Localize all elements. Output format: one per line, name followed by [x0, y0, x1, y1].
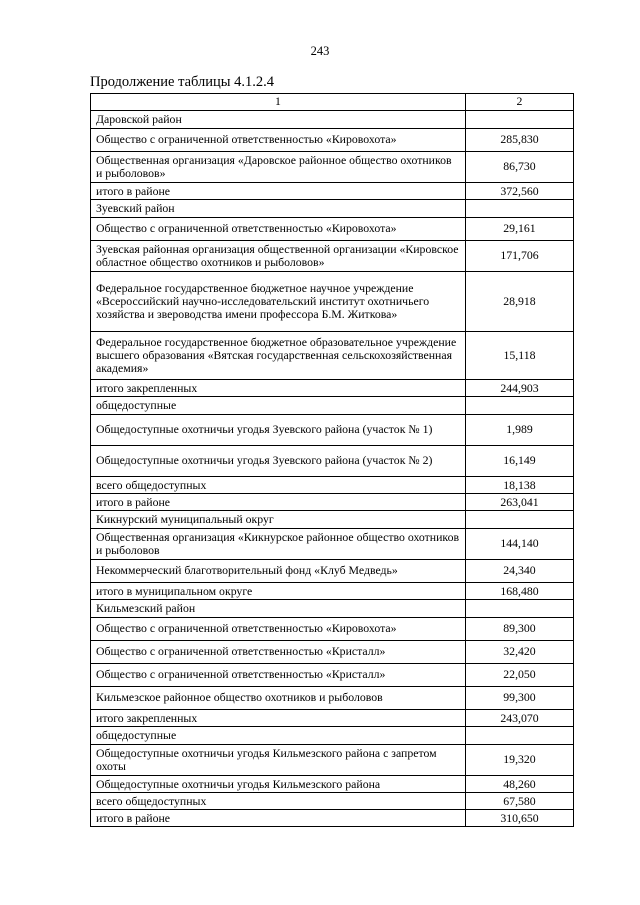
- total-value: 67,580: [466, 793, 574, 810]
- table-row: [91, 272, 574, 332]
- empty-cell: [466, 600, 574, 618]
- area-value: 22,050: [466, 664, 574, 687]
- total-value: 243,070: [466, 710, 574, 727]
- empty-cell: [466, 727, 574, 745]
- area-value: 29,161: [466, 218, 574, 241]
- table-row: [91, 745, 574, 776]
- area-value: 48,260: [466, 776, 574, 793]
- empty-cell: [466, 511, 574, 529]
- total-label: всего общедоступных: [91, 477, 466, 494]
- table-row: [91, 129, 574, 152]
- area-value: 144,140: [466, 529, 574, 560]
- total-row: [91, 494, 574, 511]
- table-row: [91, 446, 574, 477]
- area-value: 86,730: [466, 152, 574, 183]
- area-value: 171,706: [466, 241, 574, 272]
- subsection-title: общедоступные: [91, 397, 466, 415]
- total-row: [91, 183, 574, 200]
- area-value: 19,320: [466, 745, 574, 776]
- page-number: 243: [310, 44, 330, 58]
- section-row: [91, 600, 574, 618]
- table-caption: Продолжение таблицы 4.1.2.4: [90, 74, 275, 90]
- organization-name: Общество с ограниченной ответственностью «Кировохота»: [91, 618, 466, 641]
- area-value: 1,989: [466, 415, 574, 446]
- table-row: [91, 687, 574, 710]
- table-row: [91, 415, 574, 446]
- organization-name: Зуевская районная организация общественной организации «Кировское областное общество охотников и рыболовов»: [91, 241, 466, 272]
- section-title: Кильмезский район: [91, 600, 466, 618]
- table-row: [91, 241, 574, 272]
- area-value: 89,300: [466, 618, 574, 641]
- table-row: [91, 560, 574, 583]
- data-table: [90, 93, 574, 827]
- organization-name: Общественная организация «Даровское районное общество охотников и рыболовов»: [91, 152, 466, 183]
- total-row: [91, 810, 574, 827]
- subsection-row: [91, 397, 574, 415]
- area-value: 24,340: [466, 560, 574, 583]
- section-title: Кикнурский муниципальный округ: [91, 511, 466, 529]
- area-value: 28,918: [466, 272, 574, 332]
- section-title: Даровской район: [91, 111, 466, 129]
- subsection-title: общедоступные: [91, 727, 466, 745]
- table-row: [91, 776, 574, 793]
- organization-name: Общественная организация «Кикнурское районное общество охотников и рыболовов: [91, 529, 466, 560]
- table-row: [91, 641, 574, 664]
- total-row: [91, 793, 574, 810]
- organization-name: Федеральное государственное бюджетное научное учреждение «Всероссийский научно-исследовательский институт охотничьего хозяйства и звероводства имени профессора Б.М. Житкова»: [91, 272, 466, 332]
- total-value: 168,480: [466, 583, 574, 600]
- organization-name: Общество с ограниченной ответственностью «Кристалл»: [91, 641, 466, 664]
- section-title: Зуевский район: [91, 200, 466, 218]
- total-label: итого в районе: [91, 810, 466, 827]
- organization-name: Общедоступные охотничьи угодья Зуевского района (участок № 1): [91, 415, 466, 446]
- column-header-2: 2: [466, 94, 574, 111]
- organization-name: Федеральное государственное бюджетное образовательное учреждение высшего образования «Вятская государственная сельскохозяйственная академия»: [91, 332, 466, 380]
- organization-name: Общедоступные охотничьи угодья Кильмезского района с запретом охоты: [91, 745, 466, 776]
- total-value: 372,560: [466, 183, 574, 200]
- empty-cell: [466, 397, 574, 415]
- area-value: 32,420: [466, 641, 574, 664]
- total-label: итого в муниципальном округе: [91, 583, 466, 600]
- organization-name: Общество с ограниченной ответственностью «Кировохота»: [91, 218, 466, 241]
- total-label: всего общедоступных: [91, 793, 466, 810]
- organization-name: Общество с ограниченной ответственностью «Кристалл»: [91, 664, 466, 687]
- table-row: [91, 152, 574, 183]
- organization-name: Общедоступные охотничьи угодья Зуевского района (участок № 2): [91, 446, 466, 477]
- section-row: [91, 111, 574, 129]
- area-value: 15,118: [466, 332, 574, 380]
- total-label: итого закрепленных: [91, 380, 466, 397]
- total-value: 263,041: [466, 494, 574, 511]
- area-value: 285,830: [466, 129, 574, 152]
- total-row: [91, 477, 574, 494]
- total-row: [91, 380, 574, 397]
- total-label: итого в районе: [91, 183, 466, 200]
- area-value: 16,149: [466, 446, 574, 477]
- area-value: 99,300: [466, 687, 574, 710]
- table-row: [91, 529, 574, 560]
- total-label: итого в районе: [91, 494, 466, 511]
- total-row: [91, 710, 574, 727]
- empty-cell: [466, 111, 574, 129]
- column-header-1: 1: [91, 94, 466, 111]
- organization-name: Кильмезское районное общество охотников и рыболовов: [91, 687, 466, 710]
- table-header-row: [91, 94, 574, 111]
- table-row: [91, 618, 574, 641]
- table-row: [91, 218, 574, 241]
- section-row: [91, 200, 574, 218]
- table-row: [91, 332, 574, 380]
- total-label: итого закрепленных: [91, 710, 466, 727]
- organization-name: Общедоступные охотничьи угодья Кильмезского района: [91, 776, 466, 793]
- organization-name: Некоммерческий благотворительный фонд «Клуб Медведь»: [91, 560, 466, 583]
- total-value: 244,903: [466, 380, 574, 397]
- organization-name: Общество с ограниченной ответственностью «Кировохота»: [91, 129, 466, 152]
- section-row: [91, 511, 574, 529]
- empty-cell: [466, 200, 574, 218]
- total-value: 310,650: [466, 810, 574, 827]
- table-row: [91, 664, 574, 687]
- total-value: 18,138: [466, 477, 574, 494]
- subsection-row: [91, 727, 574, 745]
- total-row: [91, 583, 574, 600]
